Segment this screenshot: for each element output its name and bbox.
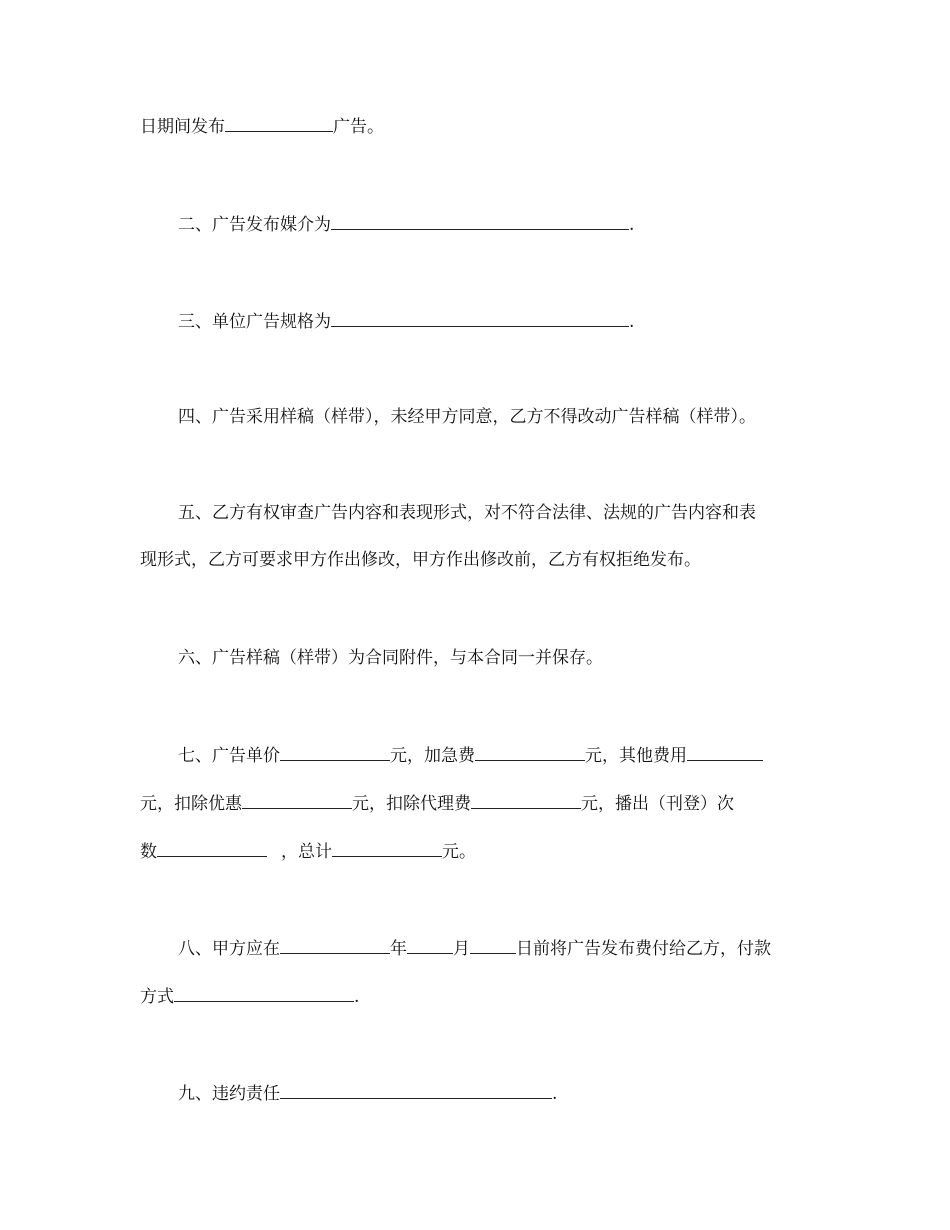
text-segment: 方式 <box>140 987 174 1007</box>
text-segment: 年 <box>390 939 407 959</box>
clause-6-attachment: 六、广告样稿（样带）为合同附件，与本合同一并保存。 <box>178 648 603 668</box>
text-segment: 元，扣除优惠 <box>140 794 242 814</box>
blank-field[interactable] <box>280 743 390 761</box>
blank-field[interactable] <box>331 309 629 327</box>
blank-field[interactable] <box>280 1081 552 1099</box>
clause-9-liability <box>178 1081 557 1105</box>
text-segment: . <box>629 312 635 332</box>
text-segment: 日前将广告发布费付给乙方，付款 <box>516 939 771 959</box>
text-segment: 元，播出（刊登）次 <box>581 794 734 814</box>
text-segment: 二、广告发布媒介为 <box>178 215 331 235</box>
text-segment: 元，加急费 <box>390 746 475 766</box>
text-segment: 日期间发布 <box>140 117 225 137</box>
blank-field[interactable] <box>157 839 267 857</box>
clause-2-media <box>178 212 634 236</box>
text-segment: 月 <box>453 939 470 959</box>
clause-7-price-line1 <box>178 743 763 767</box>
clause-5-review-line2: 现形式，乙方可要求甲方作出修改，甲方作出修改前，乙方有权拒绝发布。 <box>140 550 701 570</box>
blank-field[interactable] <box>280 936 390 954</box>
clause-8-payment-line1 <box>178 936 771 960</box>
clause-7-price-line3 <box>140 839 476 863</box>
clause-4-sample: 四、广告采用样稿（样带），未经甲方同意，乙方不得改动广告样稿（样带）。 <box>178 407 756 427</box>
text-segment: 三、单位广告规格为 <box>178 312 331 332</box>
blank-field[interactable] <box>470 936 516 954</box>
text-segment: ，总计 <box>281 842 332 862</box>
text-segment: 元。 <box>442 842 476 862</box>
text-segment: . <box>354 987 360 1007</box>
blank-field[interactable] <box>471 791 581 809</box>
text-line-publish-period <box>140 114 384 138</box>
text-segment: 七、广告单价 <box>178 746 280 766</box>
blank-field[interactable] <box>407 936 453 954</box>
text-segment: . <box>629 215 635 235</box>
clause-7-price-line2 <box>140 791 734 815</box>
text-segment: 九、违约责任 <box>178 1084 280 1104</box>
text-segment: . <box>552 1084 558 1104</box>
text-segment: 八、甲方应在 <box>178 939 280 959</box>
text-segment: 元，扣除代理费 <box>352 794 471 814</box>
blank-field[interactable] <box>687 743 763 761</box>
text-segment: 广告。 <box>333 117 384 137</box>
blank-field[interactable] <box>174 984 354 1002</box>
text-segment: 元，其他费用 <box>585 746 687 766</box>
clause-8-payment-line2 <box>140 984 359 1008</box>
blank-field[interactable] <box>475 743 585 761</box>
blank-field[interactable] <box>242 791 352 809</box>
clause-5-review-line1: 五、乙方有权审查广告内容和表现形式，对不符合法律、法规的广告内容和表 <box>178 503 756 523</box>
clause-3-spec <box>178 309 634 333</box>
blank-field[interactable] <box>331 212 629 230</box>
blank-field[interactable] <box>332 839 442 857</box>
text-segment: 数 <box>140 842 157 862</box>
blank-field[interactable] <box>225 114 333 132</box>
